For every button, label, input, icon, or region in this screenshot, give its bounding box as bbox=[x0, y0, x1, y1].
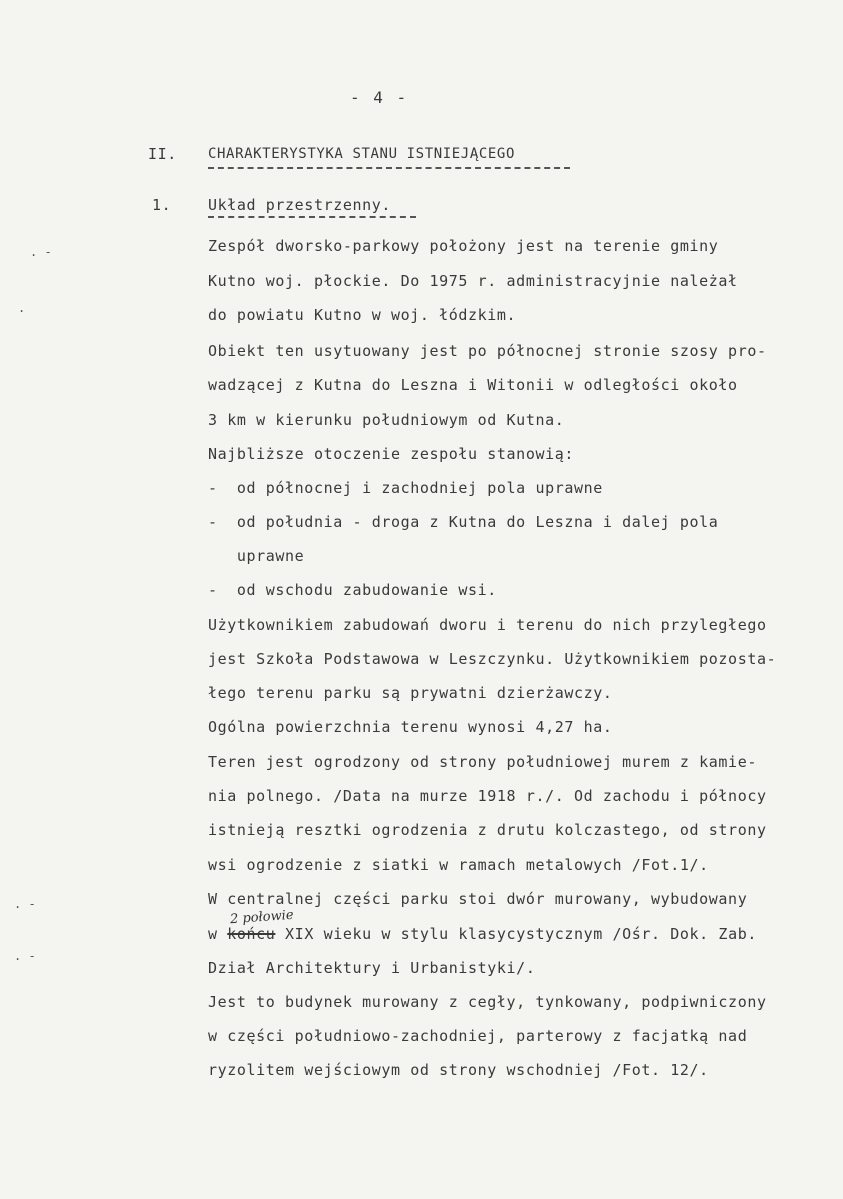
line-suffix: XIX wieku w stylu klasycystycznym /Ośr. Dok. Zab. bbox=[275, 925, 757, 943]
body-line: Użytkownikiem zabudowań dworu i terenu do nich przyległego bbox=[208, 616, 767, 634]
margin-mark: . - bbox=[14, 897, 36, 911]
body-line: wadzącej z Kutna do Leszna i Witonii w odległości około bbox=[208, 376, 738, 394]
body-line: istnieją resztki ogrodzenia z drutu kolczastego, od strony bbox=[208, 821, 767, 839]
body-line: Kutno woj. płockie. Do 1975 r. administracyjnie należał bbox=[208, 272, 738, 290]
section-number: II. bbox=[148, 145, 177, 163]
body-line: nia polnego. /Data na murze 1918 r./. Od zachodu i północy bbox=[208, 787, 767, 805]
section-title-underline bbox=[208, 167, 570, 169]
body-line: Dział Architektury i Urbanistyki/. bbox=[208, 959, 536, 977]
subsection-title: Układ przestrzenny. bbox=[208, 196, 391, 214]
body-line: łego terenu parku są prywatni dzierżawczy. bbox=[208, 684, 613, 702]
body-line: Najbliższe otoczenie zespołu stanowią: bbox=[208, 445, 574, 463]
page-number: - 4 - bbox=[350, 88, 409, 107]
list-item: - od północnej i zachodniej pola uprawne bbox=[208, 479, 603, 497]
margin-mark: . bbox=[18, 301, 26, 315]
body-line: 3 km w kierunku południowym od Kutna. bbox=[208, 411, 565, 429]
margin-mark: . - bbox=[14, 949, 36, 963]
body-line: W centralnej części parku stoi dwór murowany, wybudowany bbox=[208, 890, 748, 908]
body-line: jest Szkoła Podstawowa w Leszczynku. Użytkownikiem pozosta- bbox=[208, 650, 777, 668]
list-item: - od wschodu zabudowanie wsi. bbox=[208, 581, 497, 599]
body-line: Zespół dworsko-parkowy położony jest na terenie gminy bbox=[208, 237, 719, 255]
list-item-continuation: uprawne bbox=[208, 547, 305, 565]
body-line: ryzolitem wejściowym od strony wschodniej /Fot. 12/. bbox=[208, 1061, 709, 1079]
body-line: wsi ogrodzenie z siatki w ramach metalowych /Fot.1/. bbox=[208, 856, 709, 874]
list-item: - od południa - droga z Kutna do Leszna i dalej pola bbox=[208, 513, 719, 531]
handwritten-insert: 2 połowie bbox=[229, 907, 295, 928]
body-line: w części południowo-zachodniej, parterowy z facjatką nad bbox=[208, 1027, 748, 1045]
body-line-corrected bbox=[208, 924, 757, 944]
body-line: Teren jest ogrodzony od strony południowej murem z kamie- bbox=[208, 753, 757, 771]
line-prefix: w bbox=[208, 925, 228, 943]
struck-word: końcu bbox=[227, 925, 276, 943]
subsection-number: 1. bbox=[152, 196, 172, 214]
margin-mark: . - bbox=[30, 245, 52, 259]
section-title: CHARAKTERYSTYKA STANU ISTNIEJĄCEGO bbox=[208, 146, 515, 162]
body-line: do powiatu Kutno w woj. łódzkim. bbox=[208, 306, 517, 324]
body-line: Jest to budynek murowany z cegły, tynkowany, podpiwniczony bbox=[208, 993, 767, 1011]
subsection-title-underline bbox=[208, 216, 416, 218]
body-line: Obiekt ten usytuowany jest po północnej stronie szosy pro- bbox=[208, 342, 767, 360]
body-line: Ogólna powierzchnia terenu wynosi 4,27 ha. bbox=[208, 718, 613, 736]
